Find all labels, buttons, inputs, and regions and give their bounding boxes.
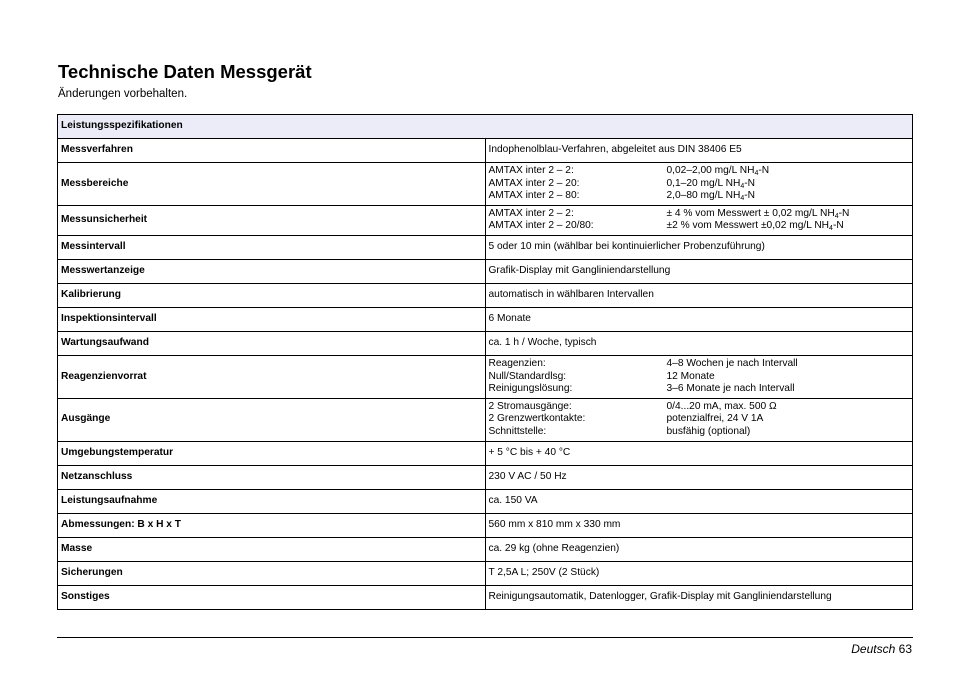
value-pair [489, 178, 910, 191]
row-label: Messwertanzeige [58, 259, 486, 283]
pair-key: AMTAX inter 2 – 20: [488, 177, 580, 189]
row-value: ca. 29 kg (ohne Reagenzien) [485, 537, 913, 561]
table-row [58, 259, 913, 283]
value-pair [489, 220, 910, 233]
value-pair [489, 190, 910, 203]
page-number: 63 [898, 642, 912, 656]
row-label: Reagenzienvorrat [58, 355, 486, 398]
table-row [58, 355, 913, 398]
table-row [58, 139, 913, 163]
pair-key: Reinigungslösung: [488, 383, 573, 395]
pair-key: 2 Stromausgänge: [488, 400, 572, 412]
row-value: 5 oder 10 min (wählbar bei kontinuierlicher Probenzuführung) [485, 235, 913, 259]
value-pair [489, 383, 910, 396]
row-label: Wartungsaufwand [58, 331, 486, 355]
row-value: T 2,5A L; 250V (2 Stück) [485, 561, 913, 585]
row-value: Reinigungsautomatik, Datenlogger, Grafik-Display mit Gangliniendarstellung [485, 585, 913, 609]
row-value: 230 V AC / 50 Hz [485, 465, 913, 489]
footer-divider [57, 637, 913, 638]
page-subtitle: Änderungen vorbehalten. [58, 88, 188, 100]
table-row [58, 235, 913, 259]
row-value: Grafik-Display mit Gangliniendarstellung [485, 259, 913, 283]
pair-value: 12 Monate [666, 370, 715, 382]
row-value: automatisch in wählbaren Intervallen [485, 283, 913, 307]
value-pair [489, 413, 910, 426]
row-label: Masse [58, 537, 486, 561]
table-row [58, 205, 913, 235]
pair-key: Null/Standardlsg: [488, 370, 567, 382]
row-label: Inspektionsintervall [58, 307, 486, 331]
table-header-row [58, 115, 913, 139]
row-value: + 5 °C bis + 40 °C [485, 441, 913, 465]
table-row [58, 513, 913, 537]
table-row [58, 398, 913, 441]
value-pair [489, 371, 910, 384]
pair-value: busfähig (optional) [666, 425, 751, 437]
row-label: Leistungsaufnahme [58, 489, 486, 513]
table-row [58, 331, 913, 355]
pair-key: AMTAX inter 2 – 2: [488, 165, 574, 176]
pair-key: 2 Grenzwertkontakte: [488, 413, 586, 425]
pair-key: AMTAX inter 2 – 20/80: [488, 220, 594, 232]
table-row [58, 537, 913, 561]
value-pair [489, 426, 910, 439]
table-row [58, 561, 913, 585]
table-row [58, 307, 913, 331]
table-row [58, 283, 913, 307]
row-label: Messverfahren [58, 139, 486, 163]
footer-language: Deutsch [851, 642, 896, 656]
value-pair [489, 165, 910, 178]
row-value: 6 Monate [485, 307, 913, 331]
row-label: Messintervall [58, 235, 486, 259]
pair-value: 3–6 Monate je nach Intervall [666, 383, 795, 395]
table-row [58, 489, 913, 513]
row-value: ca. 150 VA [485, 489, 913, 513]
pair-value: 0,02–2,00 mg/L $NH_4-N$ [666, 165, 770, 177]
row-value [485, 355, 913, 398]
row-label: Ausgänge [58, 398, 486, 441]
pair-key: Schnittstelle: [488, 425, 547, 437]
pair-value: ± 4 % vom Messwert ± 0,02 mg/L $NH_4-N$ [666, 207, 850, 220]
row-label: Messunsicherheit [58, 205, 486, 235]
page-title: Technische Daten Messgerät [58, 61, 312, 82]
table-row [58, 465, 913, 489]
pair-value: ±2 % vom Messwert ±0,02 mg/L $NH_4-N$ [666, 220, 844, 233]
table-row [58, 163, 913, 206]
row-label: Messbereiche [58, 163, 486, 206]
row-value: ca. 1 h / Woche, typisch [485, 331, 913, 355]
pair-value: 0/4...20 mA, max. 500 Ω [666, 400, 777, 412]
row-label: Umgebungstemperatur [58, 441, 486, 465]
row-value: Indophenolblau-Verfahren, abgeleitet aus DIN 38406 E5 [485, 139, 913, 163]
pair-value: 2,0–80 mg/L $NH_4-N$ [666, 190, 755, 203]
row-value: 560 mm x 810 mm x 330 mm [485, 513, 913, 537]
value-pair [489, 401, 910, 414]
row-value [485, 205, 913, 235]
row-label: Kalibrierung [58, 283, 486, 307]
pair-key: AMTAX inter 2 – 2: [488, 207, 574, 219]
specifications-table [57, 114, 913, 610]
table-row [58, 585, 913, 609]
row-label: Abmessungen: B x H x T [58, 513, 486, 537]
table-header: Leistungsspezifikationen [58, 115, 913, 139]
pair-value: 4–8 Wochen je nach Intervall [666, 357, 798, 369]
pair-value: potenzialfrei, 24 V 1A [666, 413, 764, 425]
page-footer [851, 642, 912, 656]
row-label: Sicherungen [58, 561, 486, 585]
table-row [58, 441, 913, 465]
pair-key: AMTAX inter 2 – 80: [488, 190, 580, 202]
value-pair [489, 358, 910, 371]
row-label: Netzanschluss [58, 465, 486, 489]
row-label: Sonstiges [58, 585, 486, 609]
row-value [485, 163, 913, 206]
pair-value: 0,1–20 mg/L $NH_4-N$ [666, 177, 755, 190]
pair-key: Reagenzien: [488, 357, 546, 369]
value-pair [489, 208, 910, 221]
row-value [485, 398, 913, 441]
